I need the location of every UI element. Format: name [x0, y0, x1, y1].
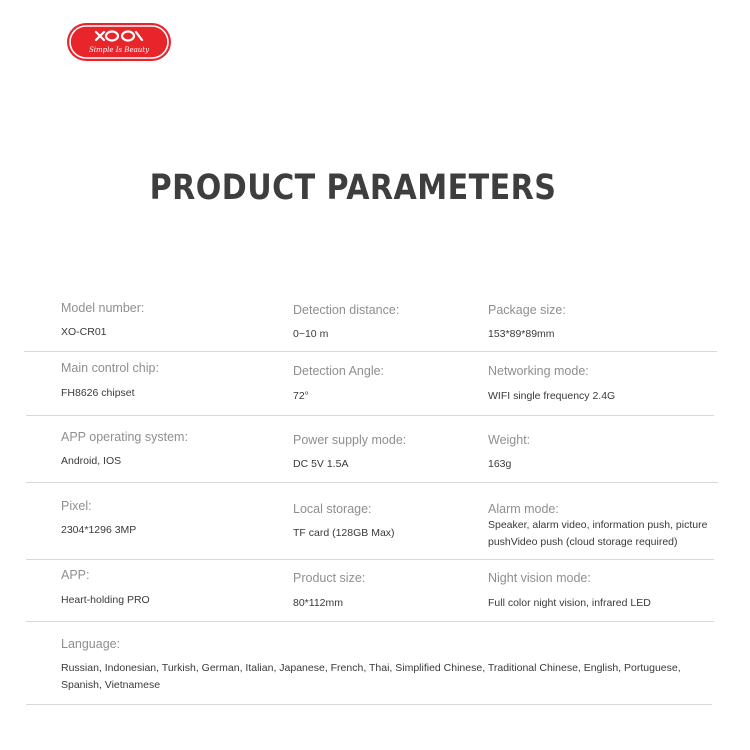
spec-value-alarm-mode: Speaker, alarm video, information push, picture pushVideo push (cloud storage required): [488, 519, 708, 548]
row-divider: [26, 415, 714, 416]
spec-value-power-supply: DC 5V 1.5A: [293, 458, 349, 470]
spec-value-model-number: XO-CR01: [61, 326, 107, 338]
spec-label-model-number: Model number:: [61, 301, 145, 315]
spec-value-pixel: 2304*1296 3MP: [61, 524, 137, 536]
spec-value-local-storage: TF card (128GB Max): [293, 527, 395, 539]
spec-value-main-control-chip: FH8626 chipset: [61, 387, 135, 399]
row-divider: [26, 559, 714, 560]
spec-value-night-vision: Full color night vision, infrared LED: [488, 597, 651, 609]
spec-label-app-os: APP operating system:: [61, 430, 188, 444]
spec-label-detection-distance: Detection distance:: [293, 303, 400, 317]
spec-value-app: Heart-holding PRO: [61, 594, 150, 606]
spec-label-package-size: Package size:: [488, 303, 566, 317]
spec-label-night-vision: Night vision mode:: [488, 571, 591, 585]
spec-label-language: Language:: [61, 637, 121, 651]
spec-value-detection-angle: 72°: [293, 390, 309, 402]
row-divider: [24, 351, 717, 352]
spec-value-app-os: Android, IOS: [61, 455, 122, 467]
logo-tagline: Simple Is Beauty: [88, 46, 150, 54]
row-divider: [26, 482, 718, 483]
row-divider: [26, 704, 712, 705]
spec-label-networking-mode: Networking mode:: [488, 364, 589, 378]
spec-value-networking-mode: WIFI single frequency 2.4G: [488, 390, 616, 402]
spec-label-detection-angle: Detection Angle:: [293, 364, 385, 378]
spec-label-pixel: Pixel:: [61, 499, 92, 513]
xo-logo: [66, 22, 172, 62]
spec-value-package-size: 153*89*89mm: [488, 328, 555, 340]
spec-label-app: APP:: [61, 568, 90, 582]
spec-value-language: Russian, Indonesian, Turkish, German, Italian, Japanese, French, Thai, Simplified Chinese, Traditional Chinese, English, Portuguese, Spanish, Vietnamese: [61, 662, 681, 691]
spec-value-detection-distance: 0~10 m: [293, 328, 329, 340]
page-title: PRODUCT PARAMETERS: [149, 168, 557, 208]
spec-label-product-size: Product size:: [293, 571, 366, 585]
spec-label-weight: Weight:: [488, 433, 531, 447]
row-divider: [26, 621, 714, 622]
spec-label-power-supply: Power supply mode:: [293, 433, 407, 447]
spec-label-main-control-chip: Main control chip:: [61, 361, 159, 375]
spec-value-product-size: 80*112mm: [293, 597, 343, 609]
spec-label-local-storage: Local storage:: [293, 502, 372, 516]
spec-value-weight: 163g: [488, 458, 512, 470]
spec-label-alarm-mode: Alarm mode:: [488, 502, 559, 516]
